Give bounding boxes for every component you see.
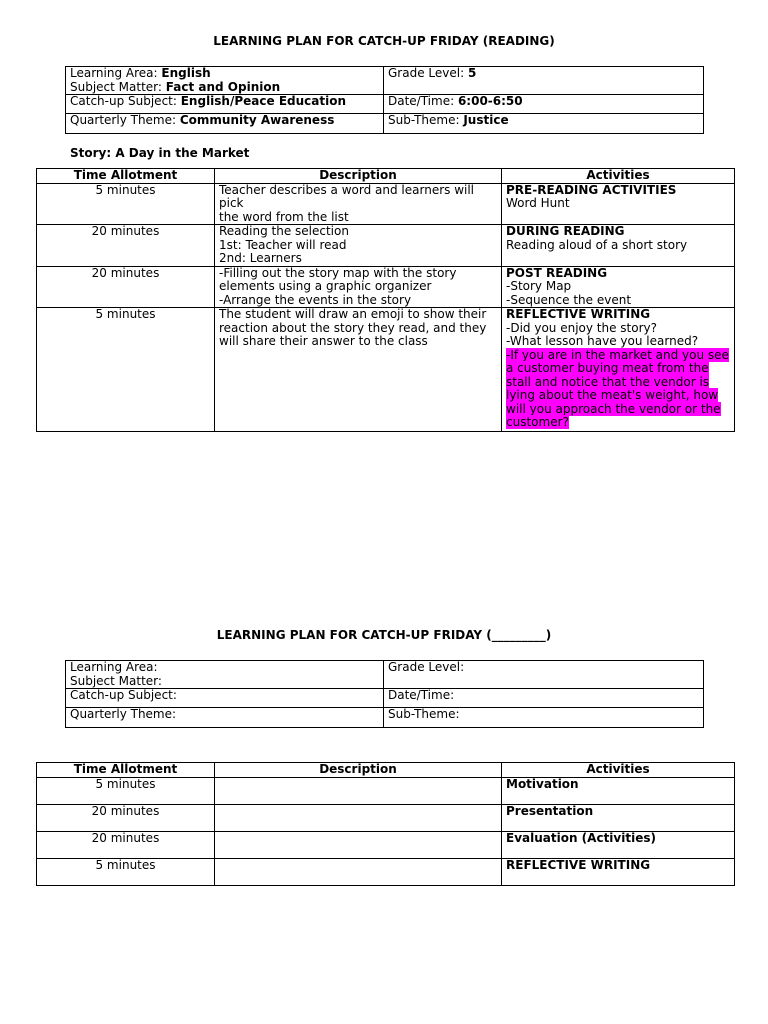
table-row [37,858,735,885]
plan1-title: LEARNING PLAN FOR CATCH-UP FRIDAY (READING) [213,34,555,48]
description-line: 2nd: Learners [219,251,302,265]
highlighted-question-line: stall and notice that the vendor is [506,374,710,389]
activities-cell [502,308,735,432]
activity-title: REFLECTIVE WRITING [502,858,735,885]
sub-theme-cell [384,114,704,134]
activity-title: Evaluation (Activities) [502,831,735,858]
table-row [37,831,735,858]
learning-area-value: English [161,66,211,80]
table-row [37,183,735,225]
activity-title: Presentation [502,804,735,831]
time-cell: 5 minutes [37,858,215,885]
datetime-label: Date/Time: [388,94,458,108]
quarterly-theme-cell [66,114,384,134]
quarterly-theme-value: Community Awareness [179,113,335,127]
description-line: The student will draw an emoji to show their [219,307,487,321]
activity-title: REFLECTIVE WRITING [506,307,651,321]
highlighted-question-line: will you approach the vendor or the [506,401,721,416]
catchup-subject-cell [66,95,384,114]
sub-theme-label: Sub-Theme: [388,113,464,127]
learning-area-cell [66,661,384,689]
description-line: the word from the list [219,209,349,224]
learning-area-label: Learning Area: [70,660,158,674]
activities-header: Activities [502,763,735,778]
subject-matter-value: Fact and Opinion [165,79,281,94]
activity-line: -Story Map [506,279,572,293]
plan1-activity-table [36,168,735,432]
learning-area-cell [66,67,384,95]
activity-line: Reading aloud of a short story [506,237,688,252]
quarterly-theme-cell: Quarterly Theme: [66,708,384,728]
description-cell [215,858,502,885]
quarterly-theme-label: Quarterly Theme: [70,113,180,127]
highlighted-question-line: -If you are in the market and you see [506,347,729,362]
time-cell: 5 minutes [37,183,215,225]
description-cell [215,225,502,267]
plan1-info-table [65,66,704,134]
learning-area-label: Learning Area: [70,66,162,80]
description-line: elements using a graphic organizer [219,279,432,293]
description-header: Description [215,169,502,184]
grade-level-label: Grade Level: [388,66,468,80]
description-line: Reading the selection [219,224,349,238]
activity-title: PRE-READING ACTIVITIES [506,182,677,197]
time-cell: 20 minutes [37,804,215,831]
description-line: 1st: Teacher will read [219,237,347,252]
table-row [37,804,735,831]
time-cell: 20 minutes [37,225,215,267]
time-cell: 5 minutes [37,777,215,804]
time-allotment-header: Time Allotment [37,763,215,778]
grade-level-cell [384,67,704,95]
table-row [37,308,735,432]
datetime-value: 6:00-6:50 [457,94,523,108]
catchup-subject-value: English/Peace Education [180,94,346,108]
plan2-activity-table [36,762,735,886]
time-cell: 5 minutes [37,308,215,432]
grade-level-value: 5 [467,66,477,80]
activity-line: Word Hunt [506,196,570,210]
sub-theme-cell: Sub-Theme: [384,708,704,728]
catchup-subject-label: Catch-up Subject: [70,94,181,108]
time-cell: 20 minutes [37,831,215,858]
description-cell [215,308,502,432]
activity-title: Motivation [502,777,735,804]
activities-cell [502,225,735,267]
table-row [37,225,735,267]
story-title: Story: A Day in the Market [70,146,250,160]
datetime-cell: Date/Time: [384,689,704,708]
plan2-info-table [65,660,704,728]
subject-matter-label: Subject Matter: [70,79,166,94]
activity-title: DURING READING [506,224,625,238]
description-cell [215,777,502,804]
description-cell [215,183,502,225]
plan2-title: LEARNING PLAN FOR CATCH-UP FRIDAY (_________) [216,628,552,642]
description-line: -Filling out the story map with the story [219,265,457,280]
description-line: will share their answer to the class [219,334,428,348]
activity-line: -Did you enjoy the story? [506,320,657,335]
highlighted-question-line: customer? [506,415,569,429]
table-row [37,266,735,308]
activity-title: POST READING [506,265,608,280]
grade-level-cell: Grade Level: [384,661,704,689]
subject-matter-label: Subject Matter: [70,673,162,688]
activities-cell [502,266,735,308]
description-line: -Arrange the events in the story [219,292,412,307]
description-cell [215,831,502,858]
activities-header: Activities [502,169,735,184]
datetime-cell [384,95,704,114]
description-line: Teacher describes a word and learners will pick [219,182,475,210]
highlighted-question-line: lying about the meat's weight, how [506,388,719,402]
time-allotment-header: Time Allotment [37,169,215,184]
sub-theme-value: Justice [463,113,509,127]
description-cell [215,266,502,308]
activities-cell [502,183,735,225]
description-line: reaction about the story they read, and they [219,320,487,335]
highlighted-question-line: a customer buying meat from the [506,361,709,375]
time-cell: 20 minutes [37,266,215,308]
table-row [37,777,735,804]
catchup-subject-cell: Catch-up Subject: [66,689,384,708]
description-header: Description [215,763,502,778]
description-cell [215,804,502,831]
activity-line: -What lesson have you learned? [506,334,699,348]
activity-line: -Sequence the event [506,292,632,307]
